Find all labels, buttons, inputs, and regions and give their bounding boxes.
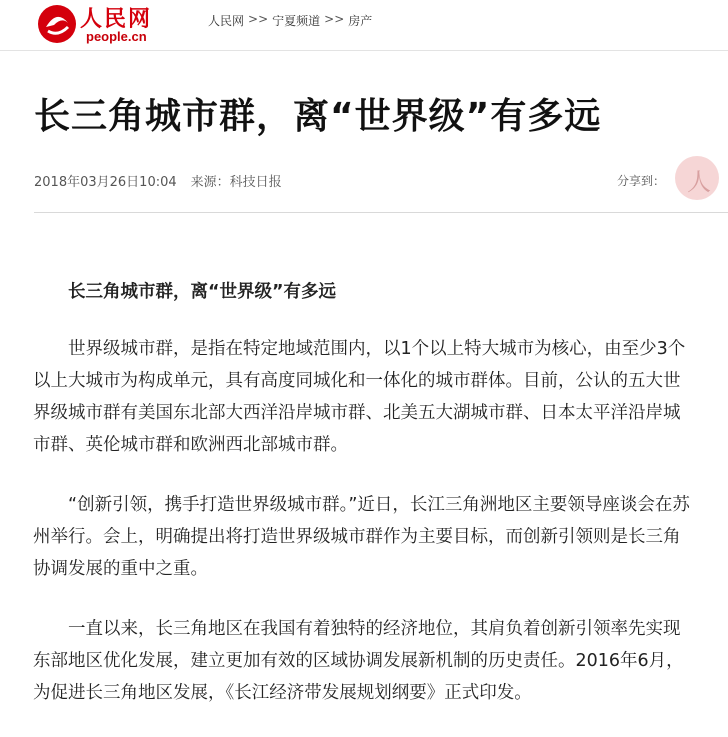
breadcrumb	[208, 12, 372, 29]
article-paragraph: “创新引领，携手打造世界级城市群。”近日，长江三角洲地区主要领导座谈会在苏州举行。会上，明确提出将打造世界级城市群作为主要目标，而创新引领则是长三角协调发展的重中之重。	[33, 495, 690, 579]
breadcrumb-separator: >>	[248, 12, 269, 26]
site-header	[0, 0, 728, 50]
breadcrumb-home-link[interactable]: 人民网	[208, 14, 245, 28]
people-daily-logo-icon	[36, 3, 78, 45]
breadcrumb-section-link[interactable]: 房产	[348, 14, 373, 28]
article-paragraph: 世界级城市群，是指在特定地域范围内，以1个以上特大城市为核心，由至少3个以上大城市为构成单元，具有高度同城化和一体化的城市群体。目前，公认的五大世界级城市群有美国东北部大西洋沿岸城市群、北美五大湖城市群、日本太平洋沿岸城市群、英伦城市群和欧洲西北部城市群。	[33, 339, 686, 455]
meta-divider	[34, 212, 728, 213]
article-paragraph: 一直以来，长三角地区在我国有着独特的经济地位，其肩负着创新引领率先实现东部地区优化发展，建立更加有效的区域协调发展新机制的历史责任。2016年6月，为促进长三角地区发展，《长江经济带发展规划纲要》正式印发。	[33, 619, 684, 703]
logo-domain: people.cn	[86, 29, 147, 44]
people-share-icon[interactable]: 人	[675, 156, 719, 200]
header-divider	[0, 50, 728, 51]
logo-text: 人民网	[80, 6, 153, 32]
article-body	[33, 276, 693, 737]
breadcrumb-channel-link[interactable]: 宁夏频道	[272, 14, 321, 28]
share-label: 分享到：	[617, 174, 666, 188]
article-lead: 长三角城市群，离“世界级”有多远	[68, 282, 337, 302]
site-logo[interactable]	[36, 2, 166, 46]
breadcrumb-separator: >>	[324, 12, 345, 26]
publish-date: 2018年03月26日10:04	[34, 175, 177, 190]
article-title: 长三角城市群，离“世界级”有多远	[34, 96, 602, 137]
article-source: 来源：科技日报	[190, 175, 282, 190]
article-meta	[34, 171, 282, 190]
